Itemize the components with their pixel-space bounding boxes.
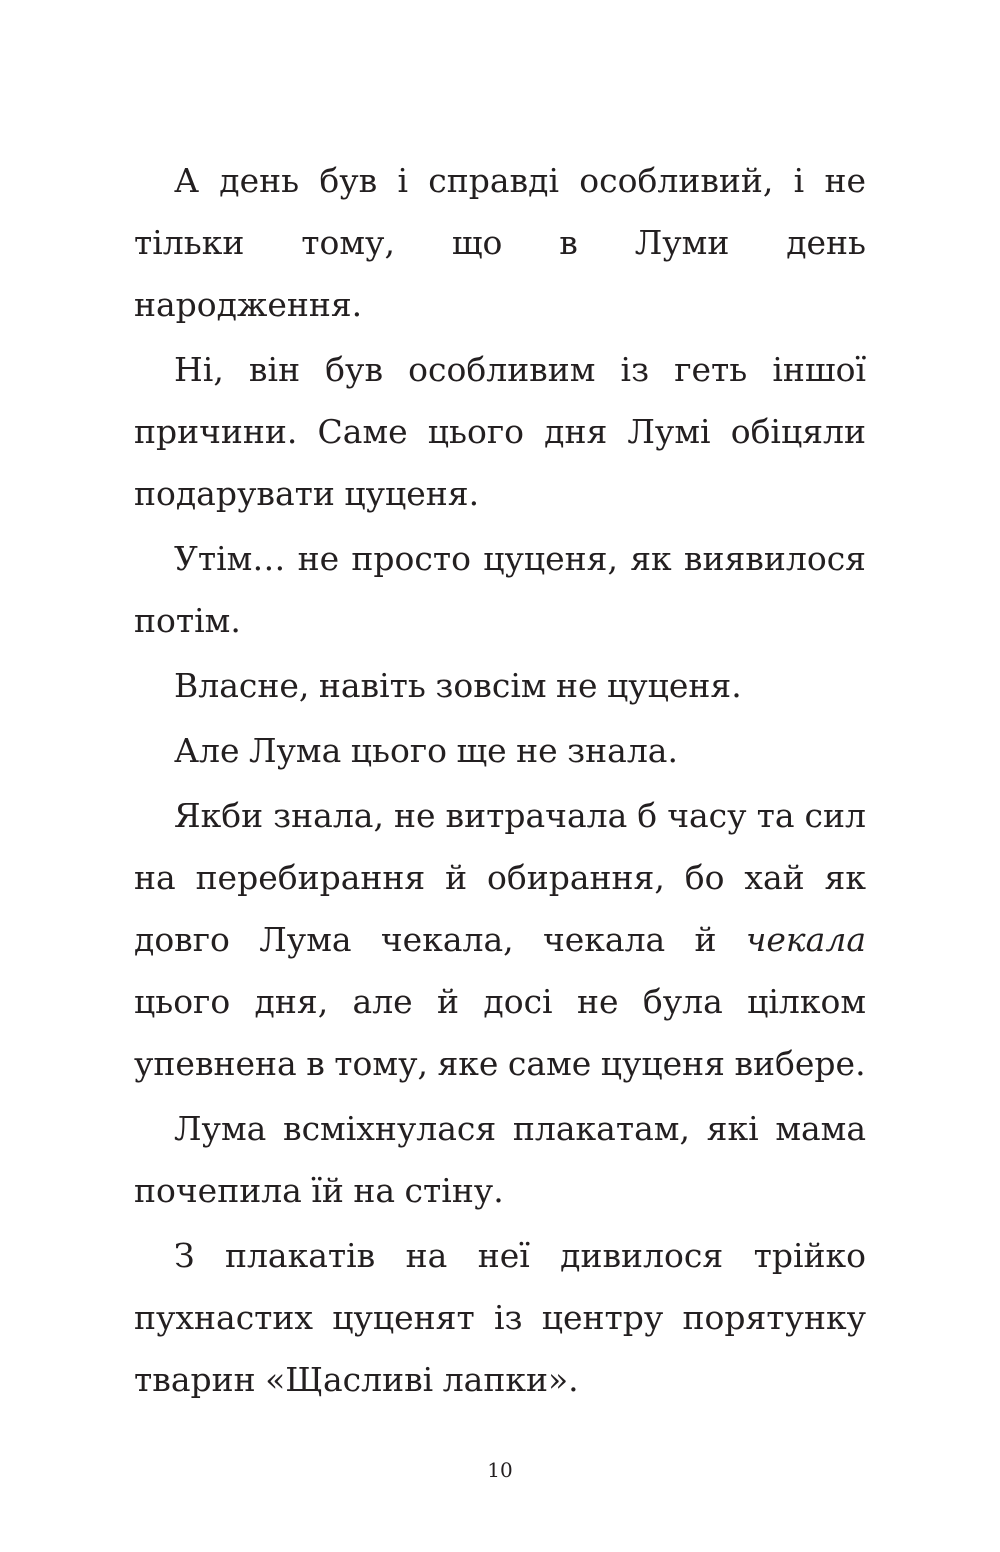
paragraph: Власне, навіть зовсім не цуценя. [174,666,742,705]
paragraph: А день був і справді особливий, і не тільки тому, що в Луми день народження. [134,161,866,324]
paragraph: Утім… не просто цуценя, як виявилося потім. [134,539,866,640]
body-text [134,150,866,1411]
paragraph-text: цього дня, але й досі не була цілком упевнена в тому, яке саме цуценя вибере. [134,982,866,1083]
paragraph: З плакатів на неї дивилося трійко пухнастих цуценят із центру порятунку тварин «Щасливі лапки». [134,1236,866,1399]
paragraph: Але Лума цього ще не знала. [174,731,678,770]
paragraph: Лума всміхнулася плакатам, які мама почепила їй на стіну. [134,1109,866,1210]
paragraph [134,785,866,1095]
paragraph-text: Якби знала, не витрачала б часу та сил на перебирання й обирання, бо хай як довго Лума чекала, чекала й [134,796,866,959]
paragraph: Ні, він був особливим із геть іншої причини. Саме цього дня Лумі обіцяли подарувати цуценя. [134,350,866,513]
page-number: 10 [487,1458,513,1482]
emphasized-word: чекала [745,920,866,959]
